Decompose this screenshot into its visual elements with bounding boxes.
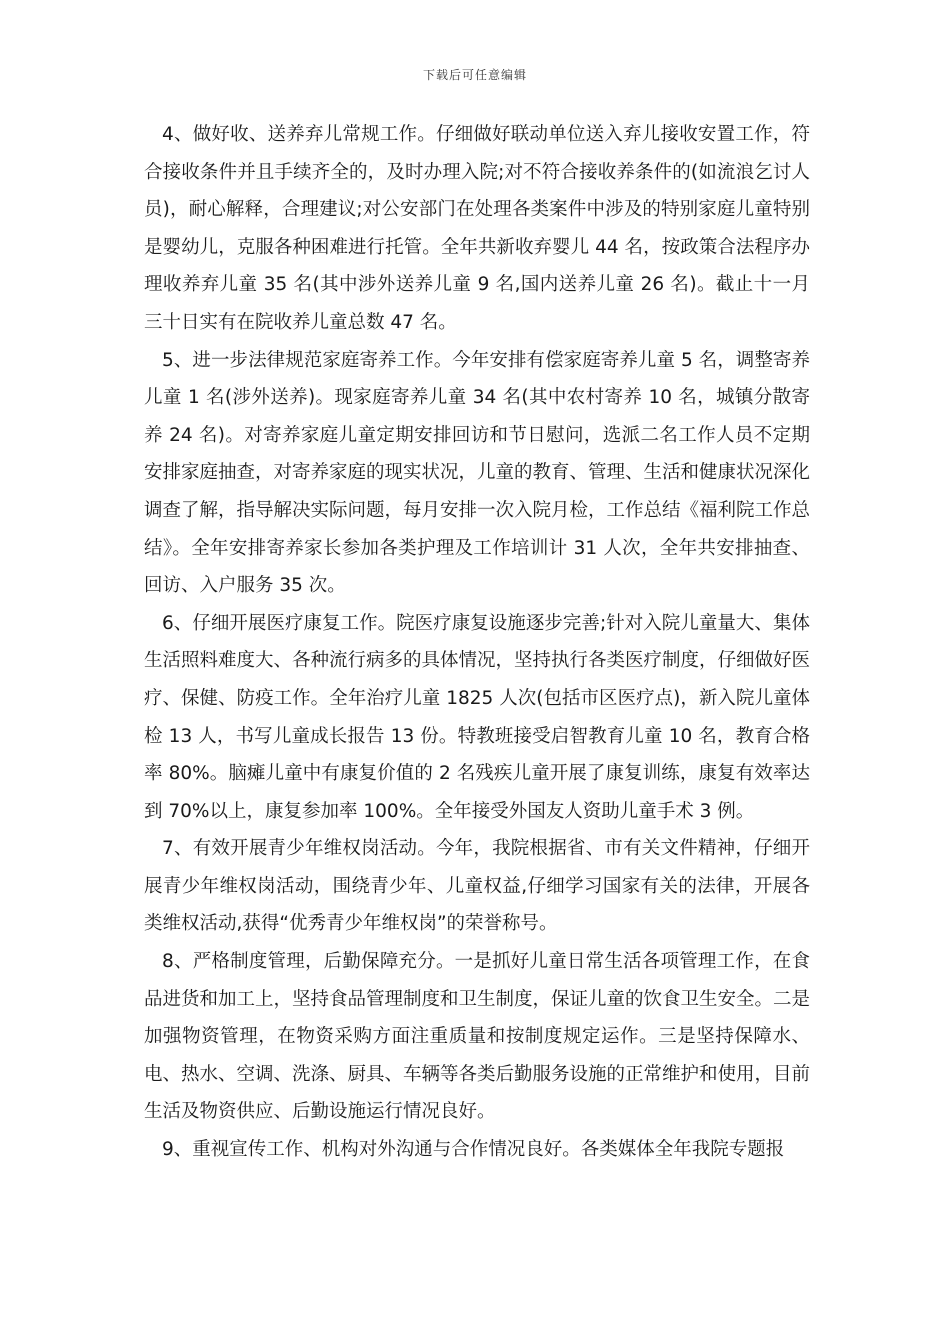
paragraph-5: 5、进一步法律规范家庭寄养工作。今年安排有偿家庭寄养儿童 5 名，调整寄养儿童 1 名(涉外送养)。现家庭寄养儿童 34 名(其中农村寄养 10 名，城镇分散寄养 24 名)。对寄养家庭儿童定期安排回访和节日慰问，选派二名工作人员不定期安排家庭抽查，对寄养家庭的现实状况，儿童的教育、管理、生活和健康状况深化调查了解，指导解决实际问题，每月安排一次入院月检，工作总结《福利院工作总结》。全年安排寄养家长参加各类护理及工作培训计 31 人次，全年共安排抽查、回访、入户服务 35 次。 [144, 349, 811, 597]
document-body [144, 116, 810, 1169]
paragraph-4: 4、做好收、送养弃儿常规工作。仔细做好联动单位送入弃儿接收安置工作，符合接收条件并且手续齐全的，及时办理入院;对不符合接收养条件的(如流浪乞讨人员)，耐心解释，合理建议;对公安部门在处理各类案件中涉及的特别家庭儿童特别是婴幼儿，克服各种困难进行托管。全年共新收弃婴儿 44 名，按政策合法程序办理收养弃儿童 35 名(其中涉外送养儿童 9 名,国内送养儿童 26 名)。截止十一月三十日实有在院收养儿童总数 47 名。 [144, 124, 810, 333]
paragraph-7: 7、有效开展青少年维权岗活动。今年，我院根据省、市有关文件精神，仔细开展青少年维权岗活动，围绕青少年、儿童权益,仔细学习国家有关的法律，开展各类维权活动,获得“优秀青少年维权岗”的荣誉称号。 [144, 838, 810, 935]
paragraph-6: 6、仔细开展医疗康复工作。院医疗康复设施逐步完善;针对入院儿童量大、集体生活照料难度大、各种流行病多的具体情况，坚持执行各类医疗制度，仔细做好医疗、保健、防疫工作。全年治疗儿童 1825 人次(包括市区医疗点)，新入院儿童体检 13 人，书写儿童成长报告 13 份。特教班接受启智教育儿童 10 名，教育合格率 80%。脑瘫儿童中有康复价值的 2 名残疾儿童开展了康复训练，康复有效率达到 70%以上，康复参加率 100%。全年接受外国友人资助儿童手术 3 例。 [144, 612, 811, 822]
header-note: 下载后可任意编辑 [422, 68, 527, 82]
paragraph-9: 9、重视宣传工作、机构对外沟通与合作情况良好。各类媒体全年我院专题报 [162, 1139, 785, 1161]
paragraph-8: 8、严格制度管理，后勤保障充分。一是抓好儿童日常生活各项管理工作，在食品进货和加工上，坚持食品管理制度和卫生制度，保证儿童的饮食卫生安全。二是加强物资管理，在物资采购方面注重质量和按制度规定运作。三是坚持保障水、电、热水、空调、洗涤、厨具、车辆等各类后勤服务设施的正常维护和使用，目前生活及物资供应、后勤设施运行情况良好。 [144, 951, 811, 1123]
